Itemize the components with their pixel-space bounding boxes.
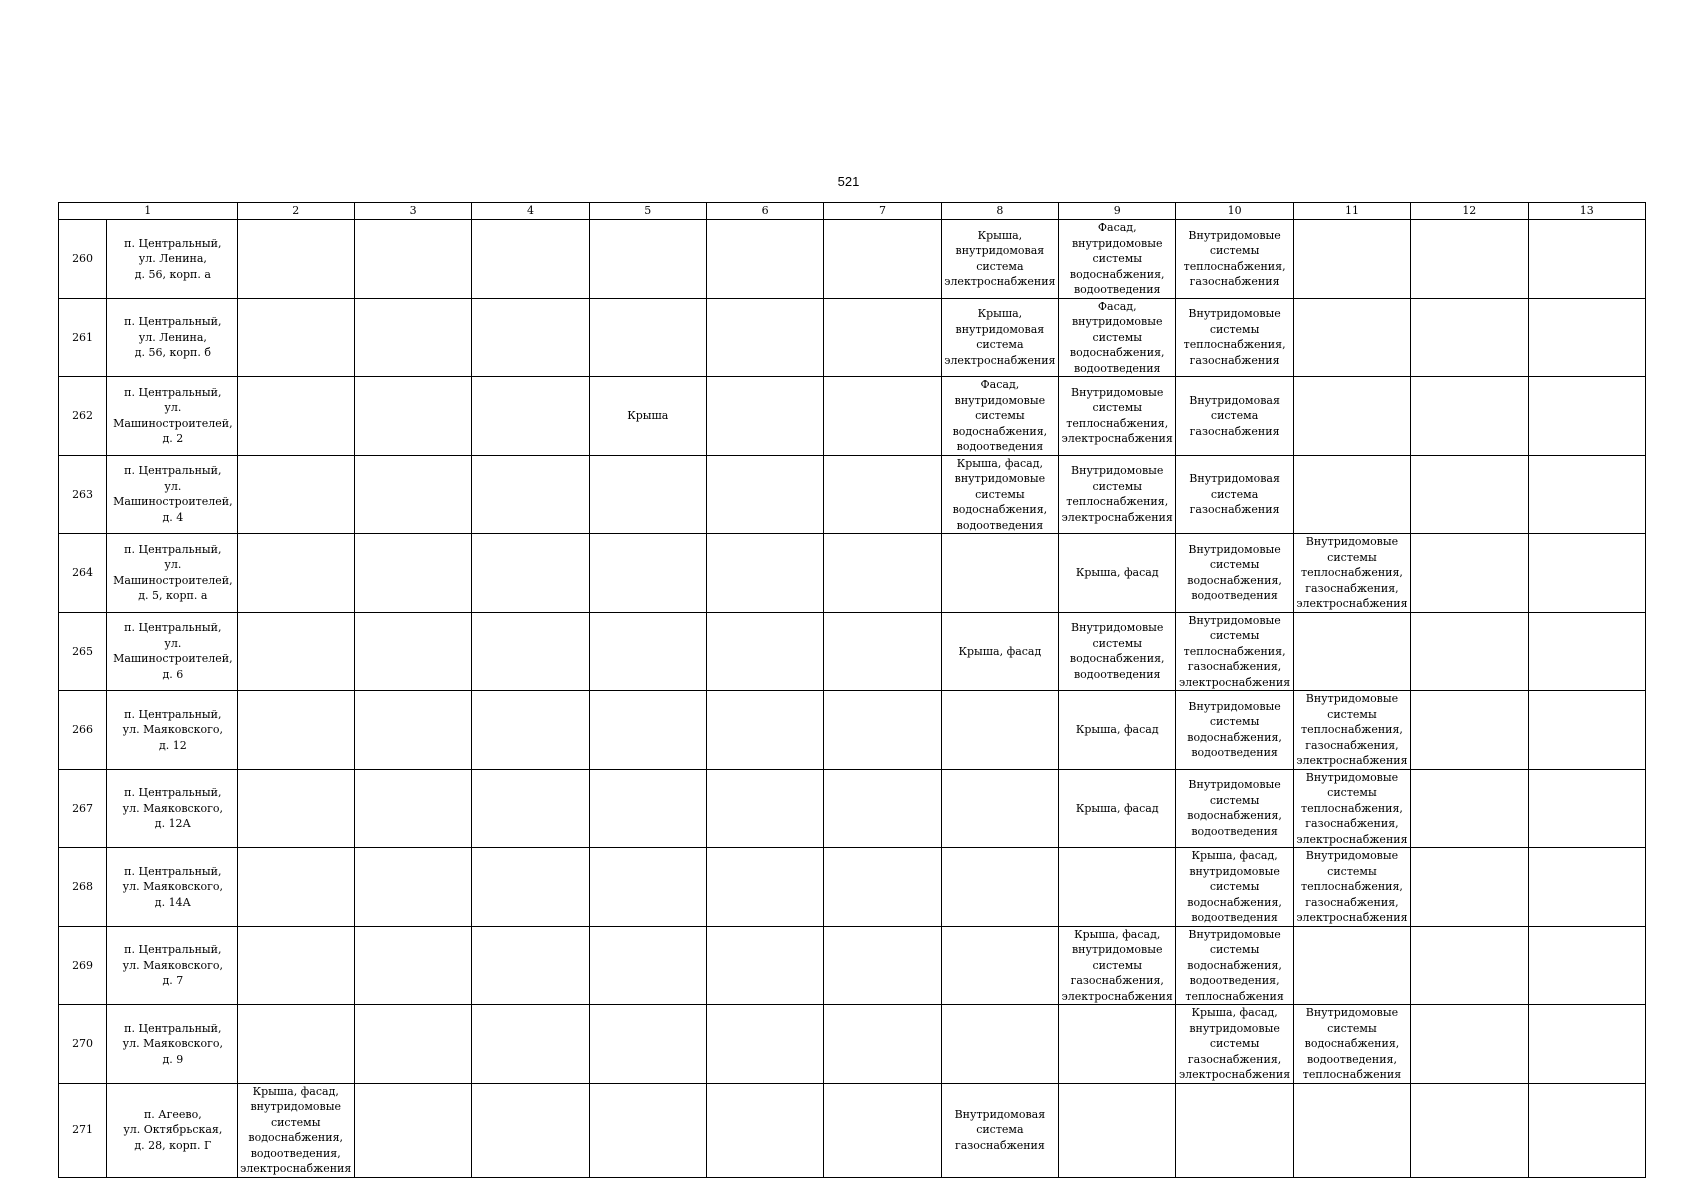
- column-header-row: [59, 203, 1646, 220]
- work-cell-5: [589, 769, 706, 848]
- work-cell-6: [706, 1005, 823, 1084]
- table-row: [59, 691, 1646, 770]
- work-cell-7: [824, 926, 941, 1005]
- column-header: 2: [237, 203, 354, 220]
- row-number: 270: [59, 1005, 107, 1084]
- work-cell-10: Внутридомовые системы теплоснабжения, газоснабжения, электроснабжения: [1176, 612, 1293, 691]
- address-cell: п. Центральный, ул. Машиностроителей, д. 6: [107, 612, 237, 691]
- table-row: [59, 769, 1646, 848]
- work-cell-7: [824, 1005, 941, 1084]
- work-cell-10: Крыша, фасад, внутридомовые системы водоснабжения, водоотведения: [1176, 848, 1293, 927]
- column-header: 11: [1293, 203, 1410, 220]
- work-cell-2: [237, 298, 354, 377]
- work-cell-8: [941, 691, 1058, 770]
- work-cell-10: Внутридомовые системы водоснабжения, водоотведения: [1176, 769, 1293, 848]
- address-cell: п. Центральный, ул. Машиностроителей, д. 2: [107, 377, 237, 456]
- work-cell-6: [706, 298, 823, 377]
- work-cell-2: [237, 220, 354, 299]
- work-cell-4: [472, 298, 589, 377]
- work-cell-2: [237, 377, 354, 456]
- table-row: [59, 534, 1646, 613]
- work-cell-4: [472, 220, 589, 299]
- work-cell-5: Крыша: [589, 377, 706, 456]
- work-cell-13: [1528, 769, 1646, 848]
- work-cell-4: [472, 1083, 589, 1177]
- work-cell-9: [1059, 1005, 1176, 1084]
- work-cell-10: Внутридомовые системы водоснабжения, водоотведения, теплоснабжения: [1176, 926, 1293, 1005]
- address-cell: п. Центральный, ул. Машиностроителей, д. 5, корп. а: [107, 534, 237, 613]
- address-cell: п. Центральный, ул. Ленина, д. 56, корп. б: [107, 298, 237, 377]
- work-cell-11: [1293, 926, 1410, 1005]
- work-cell-6: [706, 612, 823, 691]
- address-cell: п. Центральный, ул. Маяковского, д. 12: [107, 691, 237, 770]
- column-header: 3: [354, 203, 471, 220]
- work-cell-6: [706, 220, 823, 299]
- work-cell-7: [824, 848, 941, 927]
- work-cell-9: Внутридомовые системы теплоснабжения, электроснабжения: [1059, 377, 1176, 456]
- work-cell-4: [472, 377, 589, 456]
- work-cell-10: Внутридомовые системы водоснабжения, водоотведения: [1176, 691, 1293, 770]
- work-cell-9: Фасад, внутридомовые системы водоснабжения, водоотведения: [1059, 298, 1176, 377]
- work-cell-5: [589, 298, 706, 377]
- work-cell-9: Крыша, фасад: [1059, 769, 1176, 848]
- work-cell-7: [824, 769, 941, 848]
- work-cell-6: [706, 1083, 823, 1177]
- work-cell-12: [1411, 455, 1528, 534]
- table-row: [59, 1083, 1646, 1177]
- row-number: 262: [59, 377, 107, 456]
- work-cell-8: Крыша, фасад, внутридомовые системы водоснабжения, водоотведения: [941, 455, 1058, 534]
- work-cell-13: [1528, 848, 1646, 927]
- work-cell-8: Крыша, внутридомовая система электроснабжения: [941, 298, 1058, 377]
- work-cell-13: [1528, 1083, 1646, 1177]
- work-cell-12: [1411, 1083, 1528, 1177]
- work-cell-6: [706, 769, 823, 848]
- work-cell-9: [1059, 848, 1176, 927]
- work-cell-13: [1528, 1005, 1646, 1084]
- work-cell-11: [1293, 455, 1410, 534]
- work-cell-13: [1528, 534, 1646, 613]
- row-number: 269: [59, 926, 107, 1005]
- work-cell-9: Крыша, фасад: [1059, 691, 1176, 770]
- work-cell-10: Крыша, фасад, внутридомовые системы газоснабжения, электроснабжения: [1176, 1005, 1293, 1084]
- work-cell-6: [706, 926, 823, 1005]
- table-row: [59, 612, 1646, 691]
- work-cell-5: [589, 612, 706, 691]
- work-cell-3: [354, 220, 471, 299]
- work-cell-11: [1293, 612, 1410, 691]
- work-cell-12: [1411, 926, 1528, 1005]
- work-cell-3: [354, 848, 471, 927]
- work-cell-12: [1411, 612, 1528, 691]
- row-number: 271: [59, 1083, 107, 1177]
- work-cell-7: [824, 612, 941, 691]
- work-cell-6: [706, 534, 823, 613]
- work-cell-7: [824, 1083, 941, 1177]
- work-cell-13: [1528, 455, 1646, 534]
- work-cell-8: Фасад, внутридомовые системы водоснабжения, водоотведения: [941, 377, 1058, 456]
- column-header: 8: [941, 203, 1058, 220]
- work-cell-7: [824, 455, 941, 534]
- work-cell-4: [472, 534, 589, 613]
- row-number: 260: [59, 220, 107, 299]
- work-cell-10: Внутридомовые системы теплоснабжения, газоснабжения: [1176, 220, 1293, 299]
- table-row: [59, 848, 1646, 927]
- column-header: 13: [1528, 203, 1646, 220]
- work-cell-5: [589, 455, 706, 534]
- column-header: 1: [59, 203, 238, 220]
- work-cell-11: Внутридомовые системы теплоснабжения, газоснабжения, электроснабжения: [1293, 534, 1410, 613]
- row-number: 268: [59, 848, 107, 927]
- work-cell-5: [589, 691, 706, 770]
- row-number: 266: [59, 691, 107, 770]
- capital-repair-table: [58, 202, 1646, 1178]
- work-cell-2: [237, 769, 354, 848]
- work-cell-2: [237, 1005, 354, 1084]
- work-cell-5: [589, 1083, 706, 1177]
- work-cell-11: [1293, 1083, 1410, 1177]
- work-cell-12: [1411, 769, 1528, 848]
- work-cell-3: [354, 926, 471, 1005]
- column-header: 10: [1176, 203, 1293, 220]
- work-cell-11: [1293, 220, 1410, 299]
- work-cell-13: [1528, 612, 1646, 691]
- work-cell-2: Крыша, фасад, внутридомовые системы водоснабжения, водоотведения, электроснабжения: [237, 1083, 354, 1177]
- work-cell-12: [1411, 1005, 1528, 1084]
- address-cell: п. Центральный, ул. Маяковского, д. 9: [107, 1005, 237, 1084]
- work-cell-7: [824, 534, 941, 613]
- row-number: 263: [59, 455, 107, 534]
- address-cell: п. Центральный, ул. Ленина, д. 56, корп. а: [107, 220, 237, 299]
- column-header: 6: [706, 203, 823, 220]
- work-cell-10: Внутридомовые системы теплоснабжения, газоснабжения: [1176, 298, 1293, 377]
- work-cell-3: [354, 769, 471, 848]
- work-cell-4: [472, 1005, 589, 1084]
- work-cell-9: Фасад, внутридомовые системы водоснабжения, водоотведения: [1059, 220, 1176, 299]
- row-number: 265: [59, 612, 107, 691]
- work-cell-11: [1293, 298, 1410, 377]
- work-cell-2: [237, 691, 354, 770]
- work-cell-6: [706, 691, 823, 770]
- work-cell-11: Внутридомовые системы водоснабжения, водоотведения, теплоснабжения: [1293, 1005, 1410, 1084]
- work-cell-4: [472, 769, 589, 848]
- table-row: [59, 377, 1646, 456]
- work-cell-7: [824, 691, 941, 770]
- work-cell-3: [354, 1005, 471, 1084]
- page-number: 521: [837, 174, 860, 189]
- work-cell-8: [941, 926, 1058, 1005]
- column-header: 12: [1411, 203, 1528, 220]
- work-cell-3: [354, 691, 471, 770]
- work-cell-10: Внутридомовая система газоснабжения: [1176, 455, 1293, 534]
- work-cell-8: [941, 1005, 1058, 1084]
- work-cell-11: Внутридомовые системы теплоснабжения, газоснабжения, электроснабжения: [1293, 848, 1410, 927]
- work-cell-5: [589, 926, 706, 1005]
- work-cell-12: [1411, 298, 1528, 377]
- work-cell-5: [589, 848, 706, 927]
- address-cell: п. Агеево, ул. Октябрьская, д. 28, корп. Г: [107, 1083, 237, 1177]
- work-cell-7: [824, 220, 941, 299]
- work-cell-8: Крыша, внутридомовая система электроснабжения: [941, 220, 1058, 299]
- work-cell-9: Крыша, фасад, внутридомовые системы газоснабжения, электроснабжения: [1059, 926, 1176, 1005]
- work-cell-2: [237, 612, 354, 691]
- work-cell-4: [472, 612, 589, 691]
- address-cell: п. Центральный, ул. Маяковского, д. 14А: [107, 848, 237, 927]
- work-cell-8: Внутридомовая система газоснабжения: [941, 1083, 1058, 1177]
- work-cell-3: [354, 455, 471, 534]
- work-cell-12: [1411, 691, 1528, 770]
- work-cell-8: [941, 534, 1058, 613]
- column-header: 9: [1059, 203, 1176, 220]
- work-cell-8: Крыша, фасад: [941, 612, 1058, 691]
- address-cell: п. Центральный, ул. Маяковского, д. 7: [107, 926, 237, 1005]
- work-cell-13: [1528, 220, 1646, 299]
- work-cell-12: [1411, 534, 1528, 613]
- address-cell: п. Центральный, ул. Маяковского, д. 12А: [107, 769, 237, 848]
- work-cell-10: Внутридомовая система газоснабжения: [1176, 377, 1293, 456]
- work-cell-2: [237, 455, 354, 534]
- row-number: 264: [59, 534, 107, 613]
- work-cell-6: [706, 377, 823, 456]
- work-cell-6: [706, 455, 823, 534]
- work-cell-11: Внутридомовые системы теплоснабжения, газоснабжения, электроснабжения: [1293, 691, 1410, 770]
- work-cell-4: [472, 848, 589, 927]
- work-cell-13: [1528, 691, 1646, 770]
- work-cell-9: Внутридомовые системы теплоснабжения, электроснабжения: [1059, 455, 1176, 534]
- address-cell: п. Центральный, ул. Машиностроителей, д. 4: [107, 455, 237, 534]
- row-number: 261: [59, 298, 107, 377]
- work-cell-3: [354, 377, 471, 456]
- work-cell-12: [1411, 220, 1528, 299]
- work-cell-3: [354, 1083, 471, 1177]
- work-cell-2: [237, 534, 354, 613]
- work-cell-9: Крыша, фасад: [1059, 534, 1176, 613]
- work-cell-3: [354, 534, 471, 613]
- work-cell-3: [354, 298, 471, 377]
- work-cell-13: [1528, 298, 1646, 377]
- work-cell-6: [706, 848, 823, 927]
- work-cell-4: [472, 455, 589, 534]
- work-cell-2: [237, 926, 354, 1005]
- work-cell-4: [472, 691, 589, 770]
- work-cell-5: [589, 220, 706, 299]
- work-cell-9: Внутридомовые системы водоснабжения, водоотведения: [1059, 612, 1176, 691]
- work-cell-12: [1411, 848, 1528, 927]
- work-cell-3: [354, 612, 471, 691]
- work-cell-11: Внутридомовые системы теплоснабжения, газоснабжения, электроснабжения: [1293, 769, 1410, 848]
- work-cell-12: [1411, 377, 1528, 456]
- work-cell-7: [824, 377, 941, 456]
- work-cell-10: [1176, 1083, 1293, 1177]
- work-cell-8: [941, 769, 1058, 848]
- work-cell-2: [237, 848, 354, 927]
- table-row: [59, 220, 1646, 299]
- work-cell-5: [589, 1005, 706, 1084]
- table-row: [59, 455, 1646, 534]
- work-cell-13: [1528, 377, 1646, 456]
- row-number: 267: [59, 769, 107, 848]
- work-cell-10: Внутридомовые системы водоснабжения, водоотведения: [1176, 534, 1293, 613]
- column-header: 7: [824, 203, 941, 220]
- work-cell-9: [1059, 1083, 1176, 1177]
- work-cell-13: [1528, 926, 1646, 1005]
- work-cell-8: [941, 848, 1058, 927]
- table-row: [59, 298, 1646, 377]
- work-cell-4: [472, 926, 589, 1005]
- work-cell-5: [589, 534, 706, 613]
- column-header: 5: [589, 203, 706, 220]
- column-header: 4: [472, 203, 589, 220]
- work-cell-11: [1293, 377, 1410, 456]
- table-row: [59, 926, 1646, 1005]
- work-cell-7: [824, 298, 941, 377]
- table-row: [59, 1005, 1646, 1084]
